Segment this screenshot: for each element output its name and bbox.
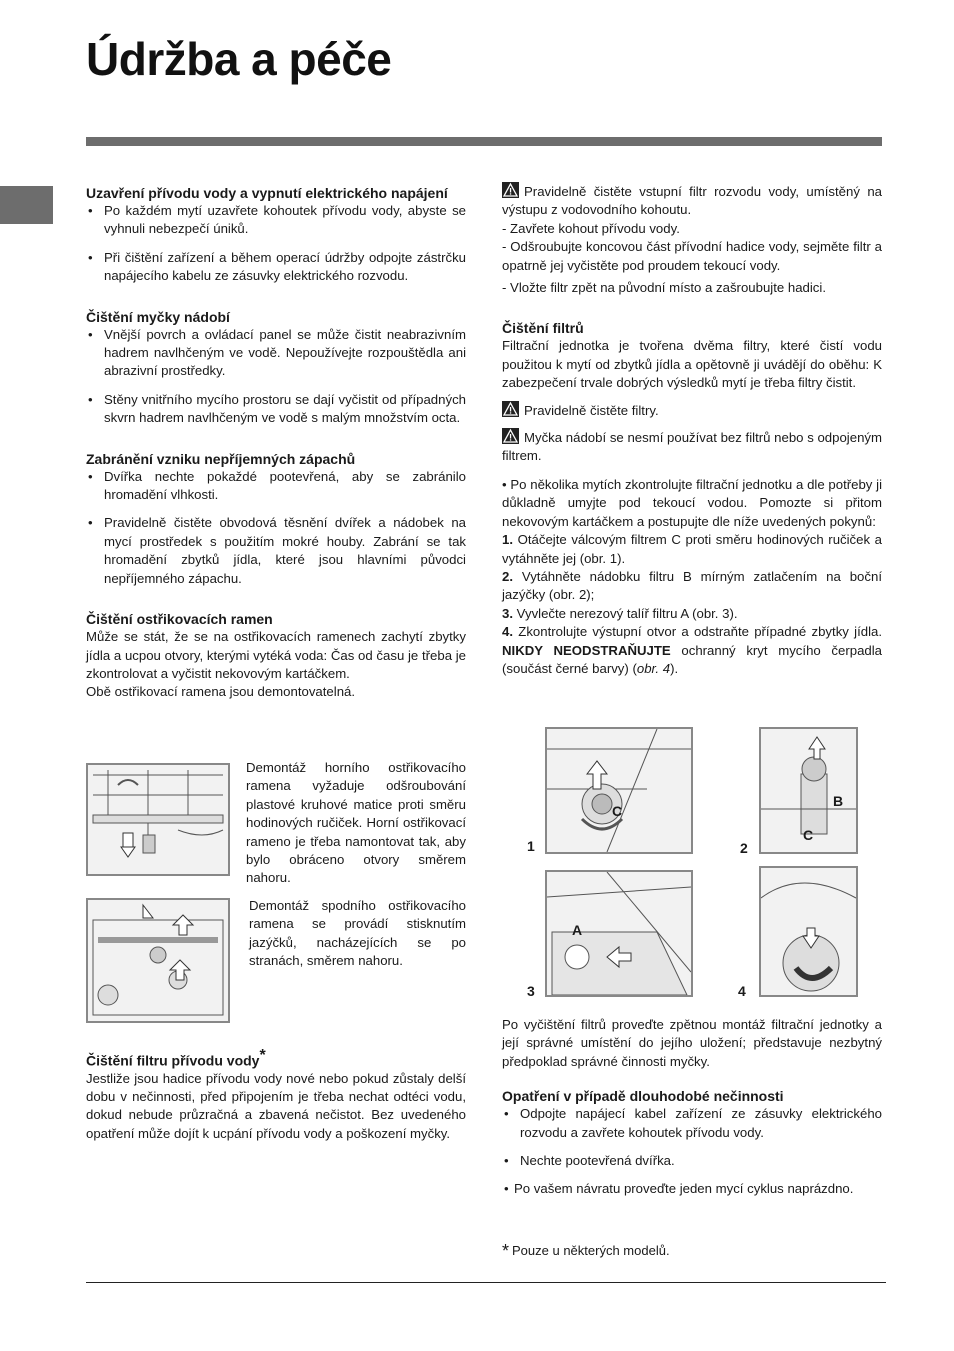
inlet-filter-section	[86, 1047, 466, 1143]
header-divider	[86, 137, 882, 146]
filter-step-2: 2. Vytáhněte nádobku filtru B mírným zatlačením na boční jazýčky (obr. 2);	[502, 568, 882, 603]
filter-step-1: 1. Otáčejte válcovým filtrem C proti směru hodinových ručiček a vytáhněte jej (obr. 1).	[502, 532, 883, 566]
part-label-c: C	[612, 803, 623, 819]
list-item: • Pravidelně čistěte obvodová těsnění dvířek a nádobek na mycí prostředek s použitím mokré houby. Zabrání se tak hromadění zbytků jídla, které jsou hlavními původci nepříjemného zápachu.	[86, 514, 466, 588]
filters-intro: Filtrační jednotka je tvořena dvěma filtry, které čistí vodu použitou k mytí od zbytků jídla a opětovně ji uvádějí do oběhu: K zabezpečení trvale dobrých výsledků mytí je třeba filtry čistit.	[502, 338, 882, 391]
filter-figure-2	[759, 727, 858, 854]
footnote: * Pouze u některých modelů.	[502, 1241, 670, 1261]
filter-step-4: 4. Zkontrolujte výstupní otvor a odstraňte případné zbytky jídla. NIKDY NEODSTRAŇUJTE ochranný kryt mycího čerpadla (součást černé barvy) (obr. 4).	[502, 624, 882, 676]
warning-icon	[502, 401, 519, 417]
lower-spray-arm-illustration	[86, 898, 230, 1023]
filter-c-removal-drawing	[547, 729, 691, 852]
upper-spray-arm-illustration	[86, 763, 230, 876]
spray-arms-heading: Čištění ostřikovacích ramen	[86, 611, 273, 628]
spray-arms-text: Může se stát, že se na ostřikovacích ramenech zachytí zbytky jídla a ucpou otvory, kterými vytéká voda: Čas od času je třeba je zkontrolovat a vyčistit nekovovým kartáčkem.	[86, 629, 466, 681]
figure-label-2: 2	[740, 840, 748, 856]
lower-arm-text: Demontáž spodního ostřikovacího ramena se provádí stisknutím jazýčků, nacházejících se po stranách, směrem nahoru.	[249, 898, 466, 969]
list-item: • Dvířka nechte pokaždé pootevřená, aby se zabránilo hromadění vlhkosti.	[86, 468, 466, 505]
part-label-b: B	[833, 793, 844, 809]
long-term-heading: Opatření v případě dlouhodobé nečinnosti	[502, 1088, 784, 1105]
filters-warning-2: Myčka nádobí se nesmí používat bez filtrů nebo s odpojeným filtrem.	[502, 430, 882, 464]
figure-label-3: 3	[527, 983, 535, 999]
upper-spray-arm-drawing	[88, 765, 228, 874]
list-item: • Po každém mytí uzavřete kohoutek přívodu vody, abyste se vyhnuli nebezpečí úniků.	[86, 202, 466, 239]
filter-a-removal-drawing	[547, 872, 691, 995]
part-label-a: A	[572, 922, 583, 938]
odour-heading: Zabránění vzniku nepříjemných zápachů	[86, 450, 356, 467]
after-cleaning-text: Po vyčištění filtrů proveďte zpětnou montáž filtrační jednotky a její správné umístění do jejího uložení; představuje nezbytný předpoklad správné činnosti myčky.	[502, 1017, 882, 1069]
water-power-heading: Uzavření přívodu vody a vypnutí elektrického napájení	[86, 185, 448, 201]
list-item: • Při čištění zařízení a během operací údržby odpojte zástrčku napájecího kabelu ze zásuvky elektrického rozvodu.	[86, 249, 466, 286]
pump-cover-check-drawing	[761, 868, 856, 995]
filter-figure-4	[759, 866, 858, 997]
list-item: • Odpojte napájecí kabel zařízení ze zásuvky elektrického rozvodu a zavřete kohoutek přívodu vody.	[502, 1105, 882, 1142]
filters-bullet: • Po několika mytích zkontrolujte filtrační jednotku a dle potřeby ji důkladně umyjte pod tekoucí vodou. Pomozte si přitom nekovovým kartáčkem a postupujte dle níže uvedených pokynů:	[502, 476, 883, 529]
lower-arm-text-block	[249, 897, 466, 971]
inlet-step: - Vložte filtr zpět na původní místo a zašroubujte hadici.	[502, 280, 826, 296]
filter-figure-3	[545, 870, 693, 997]
inlet-warning: Pravidelně čistěte vstupní filtr rozvodu vody, umístěný na výstupu z vodovodního kohoutu.	[502, 184, 882, 218]
filter-figure-1	[545, 727, 693, 854]
figure-label-1: 1	[527, 838, 535, 854]
list-item: • Vnější povrch a ovládací panel se může čistit neabrazivním hadrem navlhčeným ve vodě. Nepoužívejte rozpouštědla ani abrazivní prostředky.	[86, 326, 466, 381]
footnote-star: *	[502, 1241, 510, 1261]
warning-icon	[502, 428, 519, 444]
spray-arms-removable: Obě ostřikovací ramena jsou demontovatelná.	[86, 684, 356, 700]
filters-warning-1: Pravidelně čistěte filtry.	[502, 401, 882, 420]
filter-step-3: 3. Vyvlečte nerezový talíř filtru A (obr. 3).	[502, 605, 738, 621]
figure-label-4: 4	[738, 983, 746, 999]
water-power-list	[86, 202, 466, 286]
upper-arm-text: Demontáž horního ostřikovacího ramena vyžaduje odšroubování plastové kruhové matice proti směru hodinových ručiček. Horní ostřikovací rameno je třeba namontovat tak, aby bylo obráceno otvory směrem nahoru.	[246, 760, 466, 886]
dishwasher-cleaning-list	[86, 326, 466, 428]
filters-heading: Čištění filtrů	[502, 320, 584, 337]
footnote-marker: *	[259, 1047, 266, 1064]
long-term-list	[502, 1105, 882, 1199]
inlet-step: - Zavřete kohout přívodu vody.	[502, 220, 680, 236]
odour-list	[86, 468, 466, 588]
list-item: • Nechte pootevřená dvířka.	[502, 1152, 882, 1170]
inlet-filter-text: Jestliže jsou hadice přívodu vody nové nebo pokud zůstaly delší dobu v nečinnosti, před připojením je třeba nechat odtéci vodu, dokud nebude průzračná a zbavená nečistot. Bez uvedeného opatření může dojít k ucpání přívodu vody a poškození myčky.	[86, 1070, 466, 1141]
list-item: • Stěny vnitřního mycího prostoru se dají vyčistit od případných skvrn hadrem navlhčeným ve vodě s malým množstvím octa.	[86, 391, 466, 428]
upper-arm-text-block	[246, 759, 466, 888]
left-column	[86, 184, 466, 702]
list-item: • Po vašem návratu proveďte jeden mycí cyklus naprázdno.	[502, 1180, 882, 1198]
warning-icon	[502, 182, 519, 198]
footer-divider	[86, 1282, 886, 1283]
section-tab-marker	[0, 186, 53, 224]
lower-spray-arm-drawing	[88, 900, 228, 1021]
right-column	[502, 182, 882, 678]
after-cleaning-section	[502, 1016, 882, 1199]
inlet-step: - Odšroubujte koncovou část přívodní hadice vody, sejměte filtr a opatrně jej vyčistěte pod proudem tekoucí vody.	[502, 239, 882, 273]
dishwasher-cleaning-heading: Čištění myčky nádobí	[86, 308, 230, 325]
part-label-c: C	[803, 827, 814, 843]
inlet-filter-heading: Čištění filtru přívodu vody*	[86, 1047, 266, 1069]
page-title: Údržba a péče	[86, 33, 392, 85]
